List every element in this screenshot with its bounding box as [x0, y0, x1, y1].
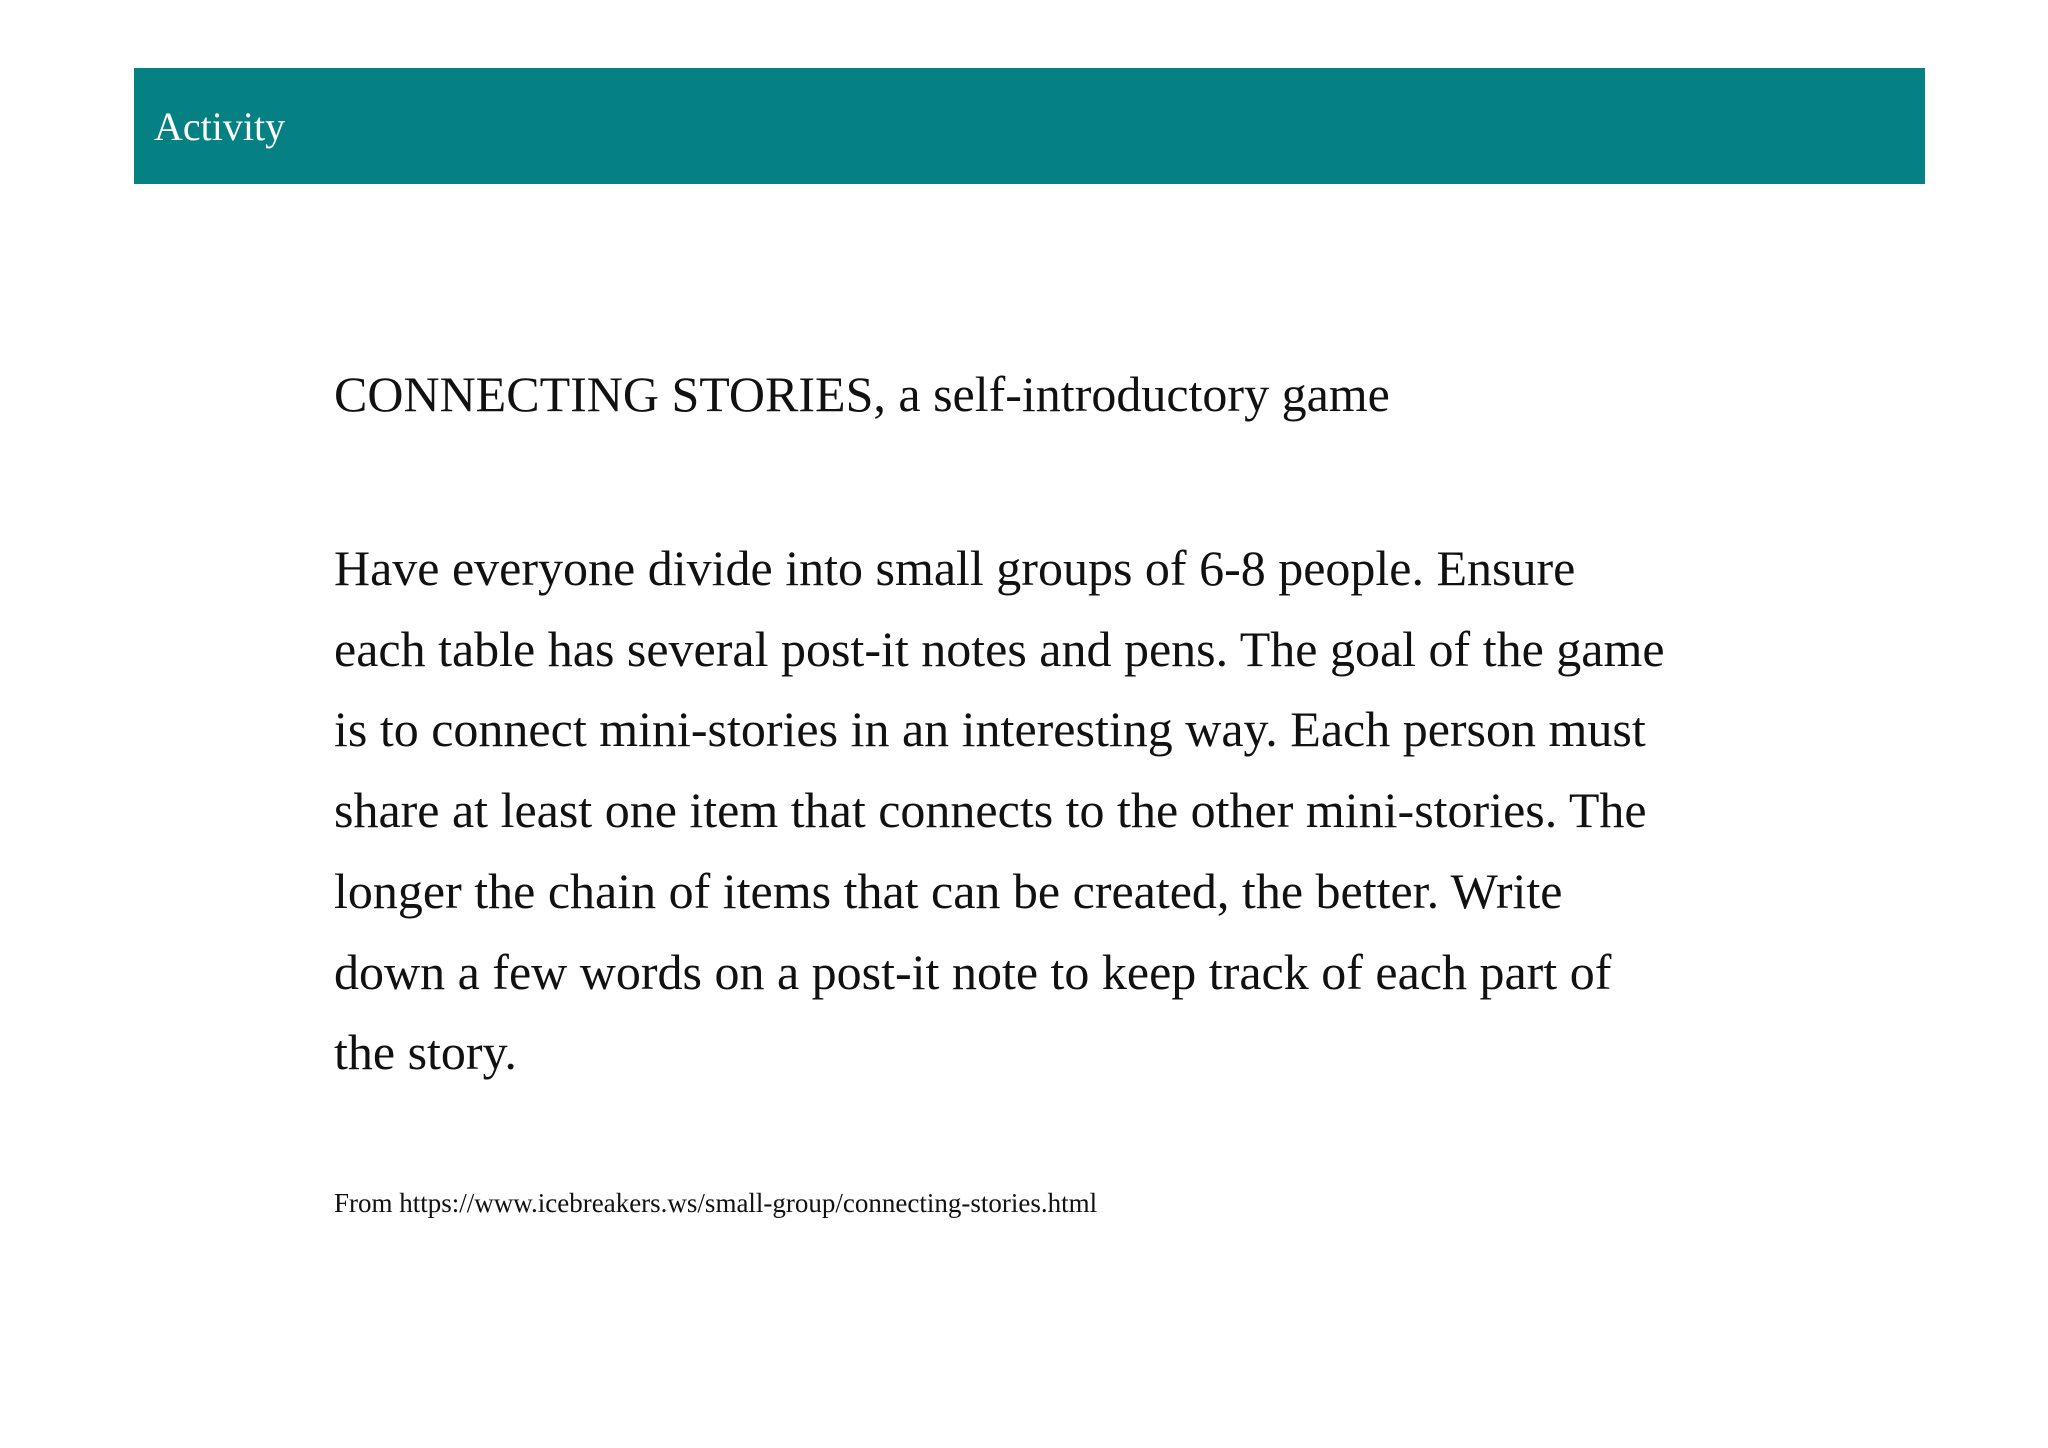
source-citation: From https://www.icebreakers.ws/small-group/connecting-stories.html — [334, 1187, 1098, 1218]
main-content — [334, 360, 1674, 1221]
header-bar — [134, 68, 1925, 184]
header-title: Activity — [154, 104, 286, 149]
activity-title: CONNECTING STORIES, a self-introductory game — [334, 366, 1390, 422]
activity-description: Have everyone divide into small groups of 6-8 people. Ensure each table has several post-it notes and pens. The goal of the game is to connect mini-stories in an interesting way. Each person must share at least one item that connects to the other mini-stories. The longer the chain of items that can be created, the better. Write down a few words on a post-it note to keep track of each part of the story. — [334, 540, 1665, 1081]
